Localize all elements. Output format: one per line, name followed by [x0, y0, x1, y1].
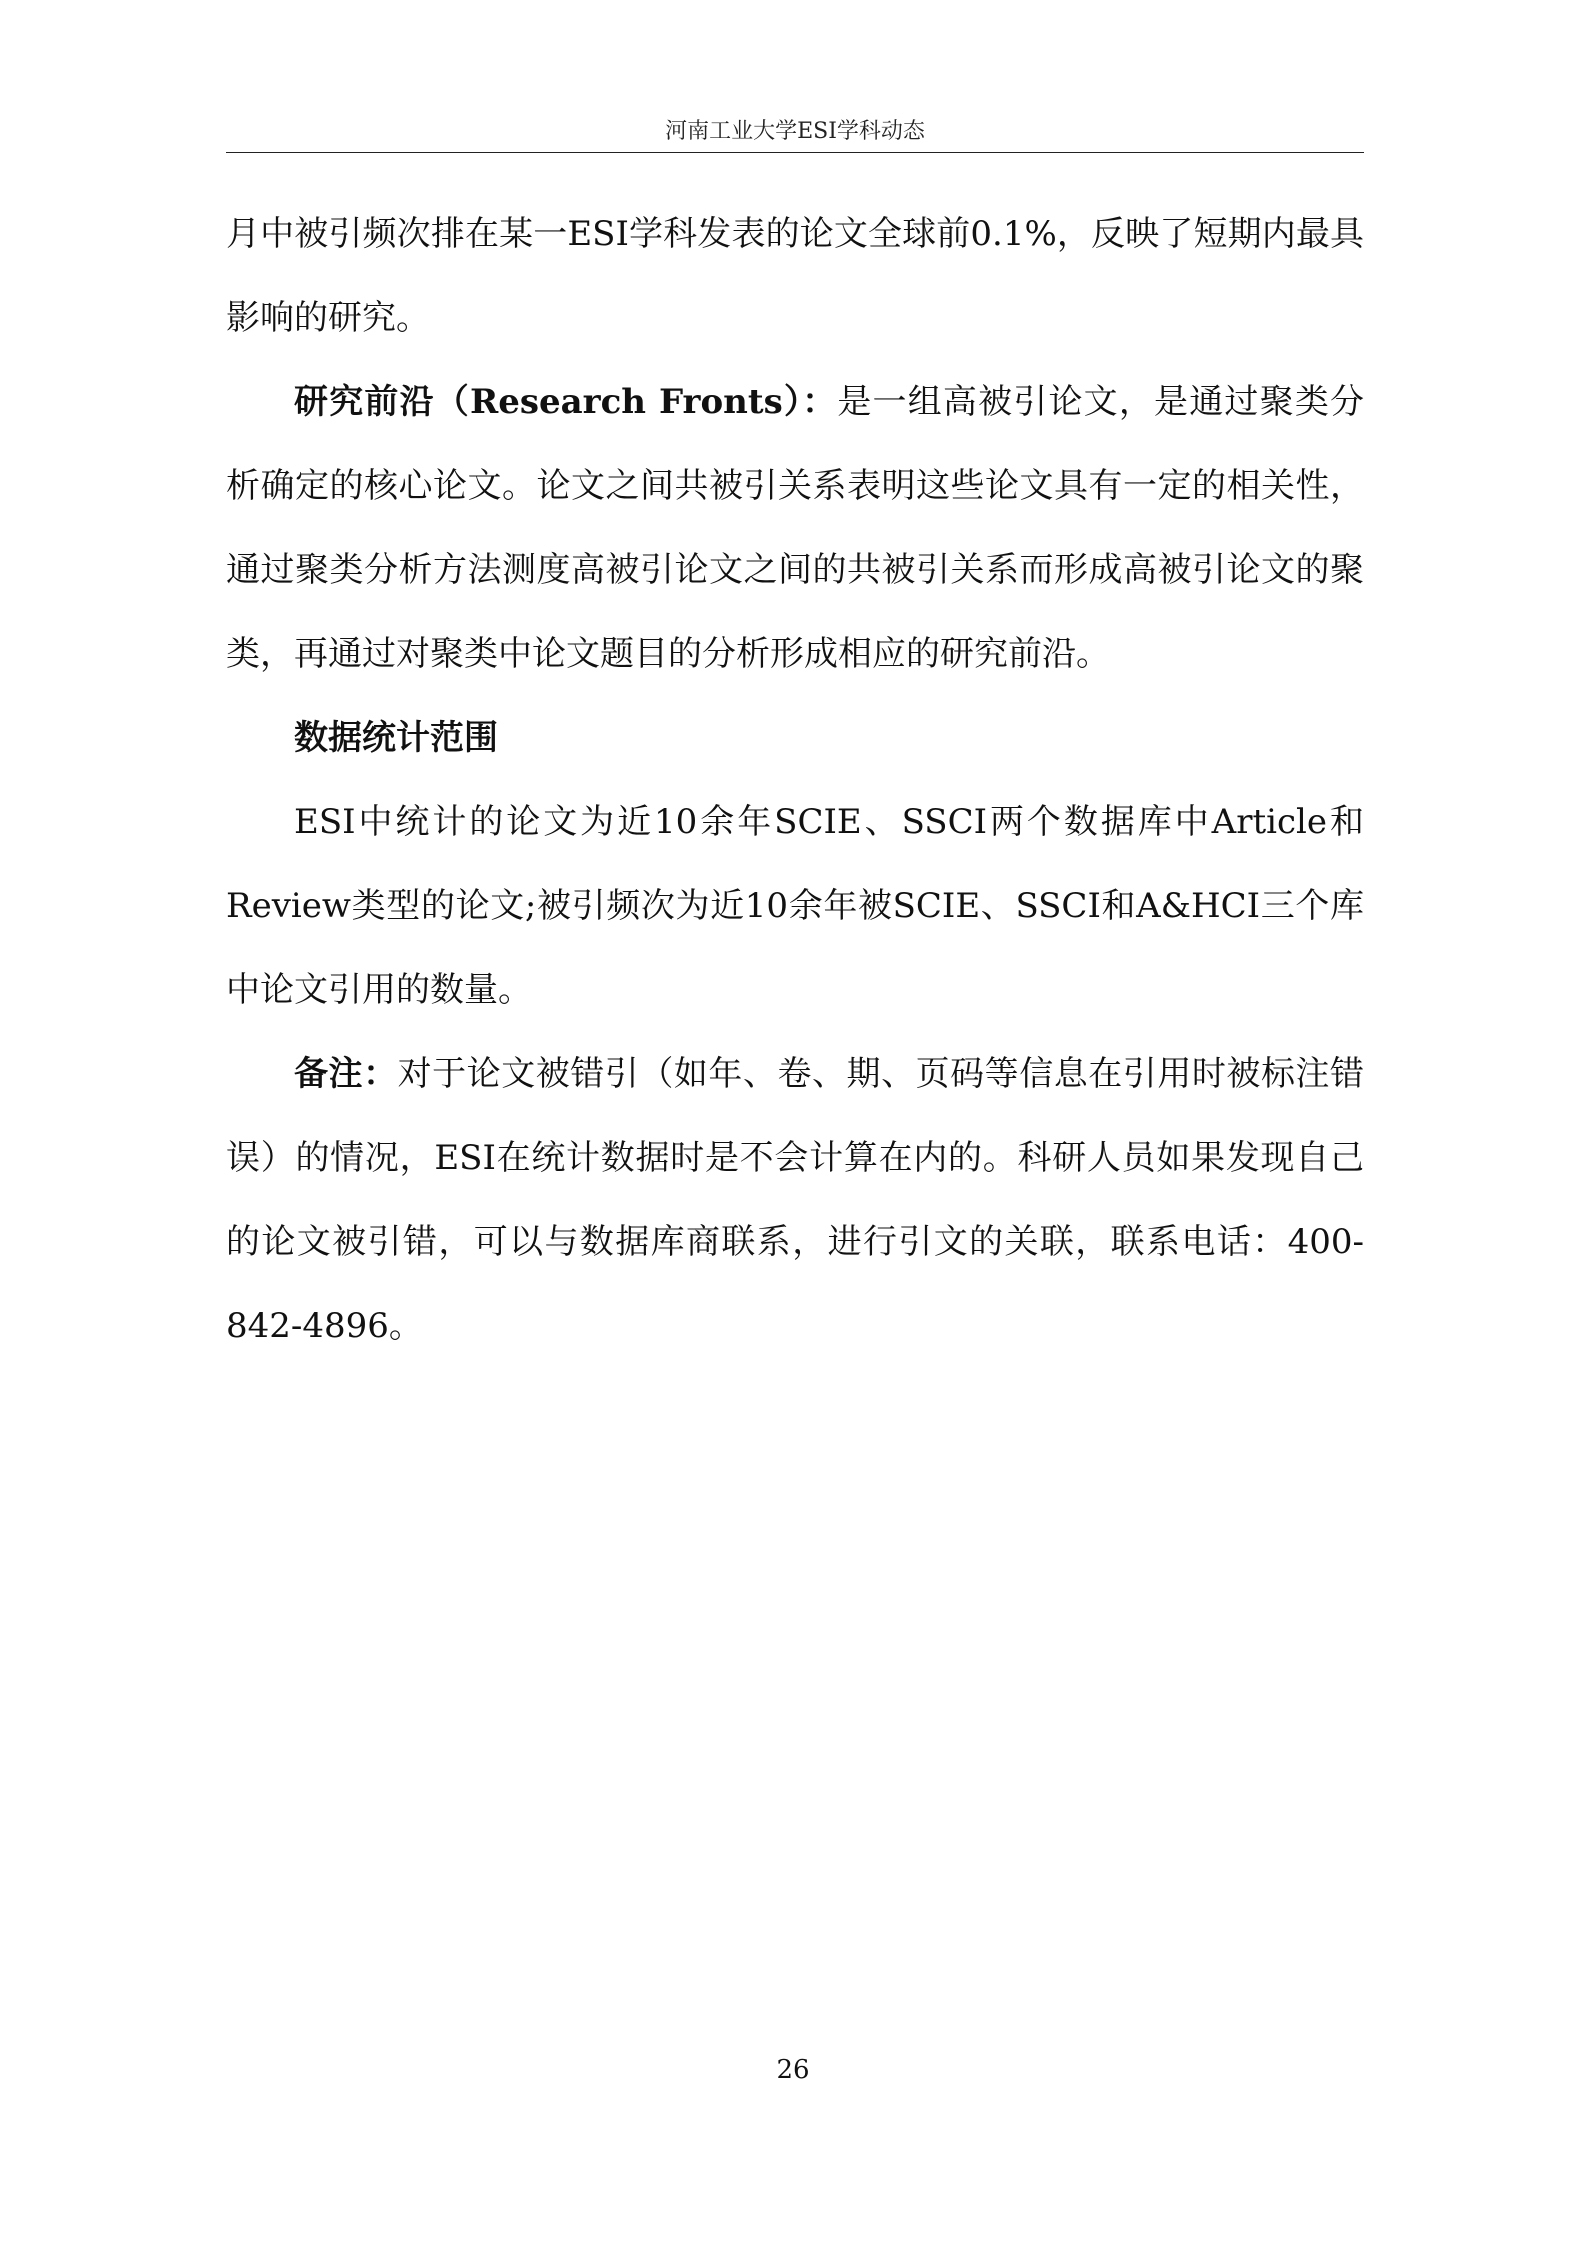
page-number: 26 — [776, 2055, 810, 2085]
section-heading-data-scope: 数据统计范围 — [294, 718, 498, 758]
paragraph-research-fronts — [226, 360, 1364, 696]
note-body: 对于论文被错引（如年、卷、期、页码等信息在引用时被标注错误）的情况，ESI在统计数据时是不会计算在内的。科研人员如果发现自己的论文被引错，可以与数据库商联系，进行引文的关联，联系电话：400-842-4896。 — [226, 1054, 1365, 1346]
paragraph-highly-cited-continued: 月中被引频次排在某一ESI学科发表的论文全球前0.1%，反映了短期内最具影响的研究。 — [226, 214, 1364, 338]
page-header — [226, 112, 1364, 153]
term-note: 备注： — [294, 1054, 398, 1094]
term-research-fronts: 研究前沿（Research Fronts）： — [294, 382, 838, 422]
page-body — [226, 192, 1364, 1368]
paragraph-data-scope: ESI中统计的论文为近10余年SCIE、SSCI两个数据库中Article和Review类型的论文;被引频次为近10余年被SCIE、SSCI和A&HCI三个库中论文引用的数量。 — [226, 802, 1364, 1010]
header-title: 河南工业大学ESI学科动态 — [665, 119, 925, 144]
paragraph-note — [226, 1032, 1364, 1368]
research-fronts-definition: 是一组高被引论文，是通过聚类分析确定的核心论文。论文之间共被引关系表明这些论文具有一定的相关性，通过聚类分析方法测度高被引论文之间的共被引关系而形成高被引论文的聚类，再通过对聚类中论文题目的分析形成相应的研究前沿。 — [226, 382, 1365, 674]
